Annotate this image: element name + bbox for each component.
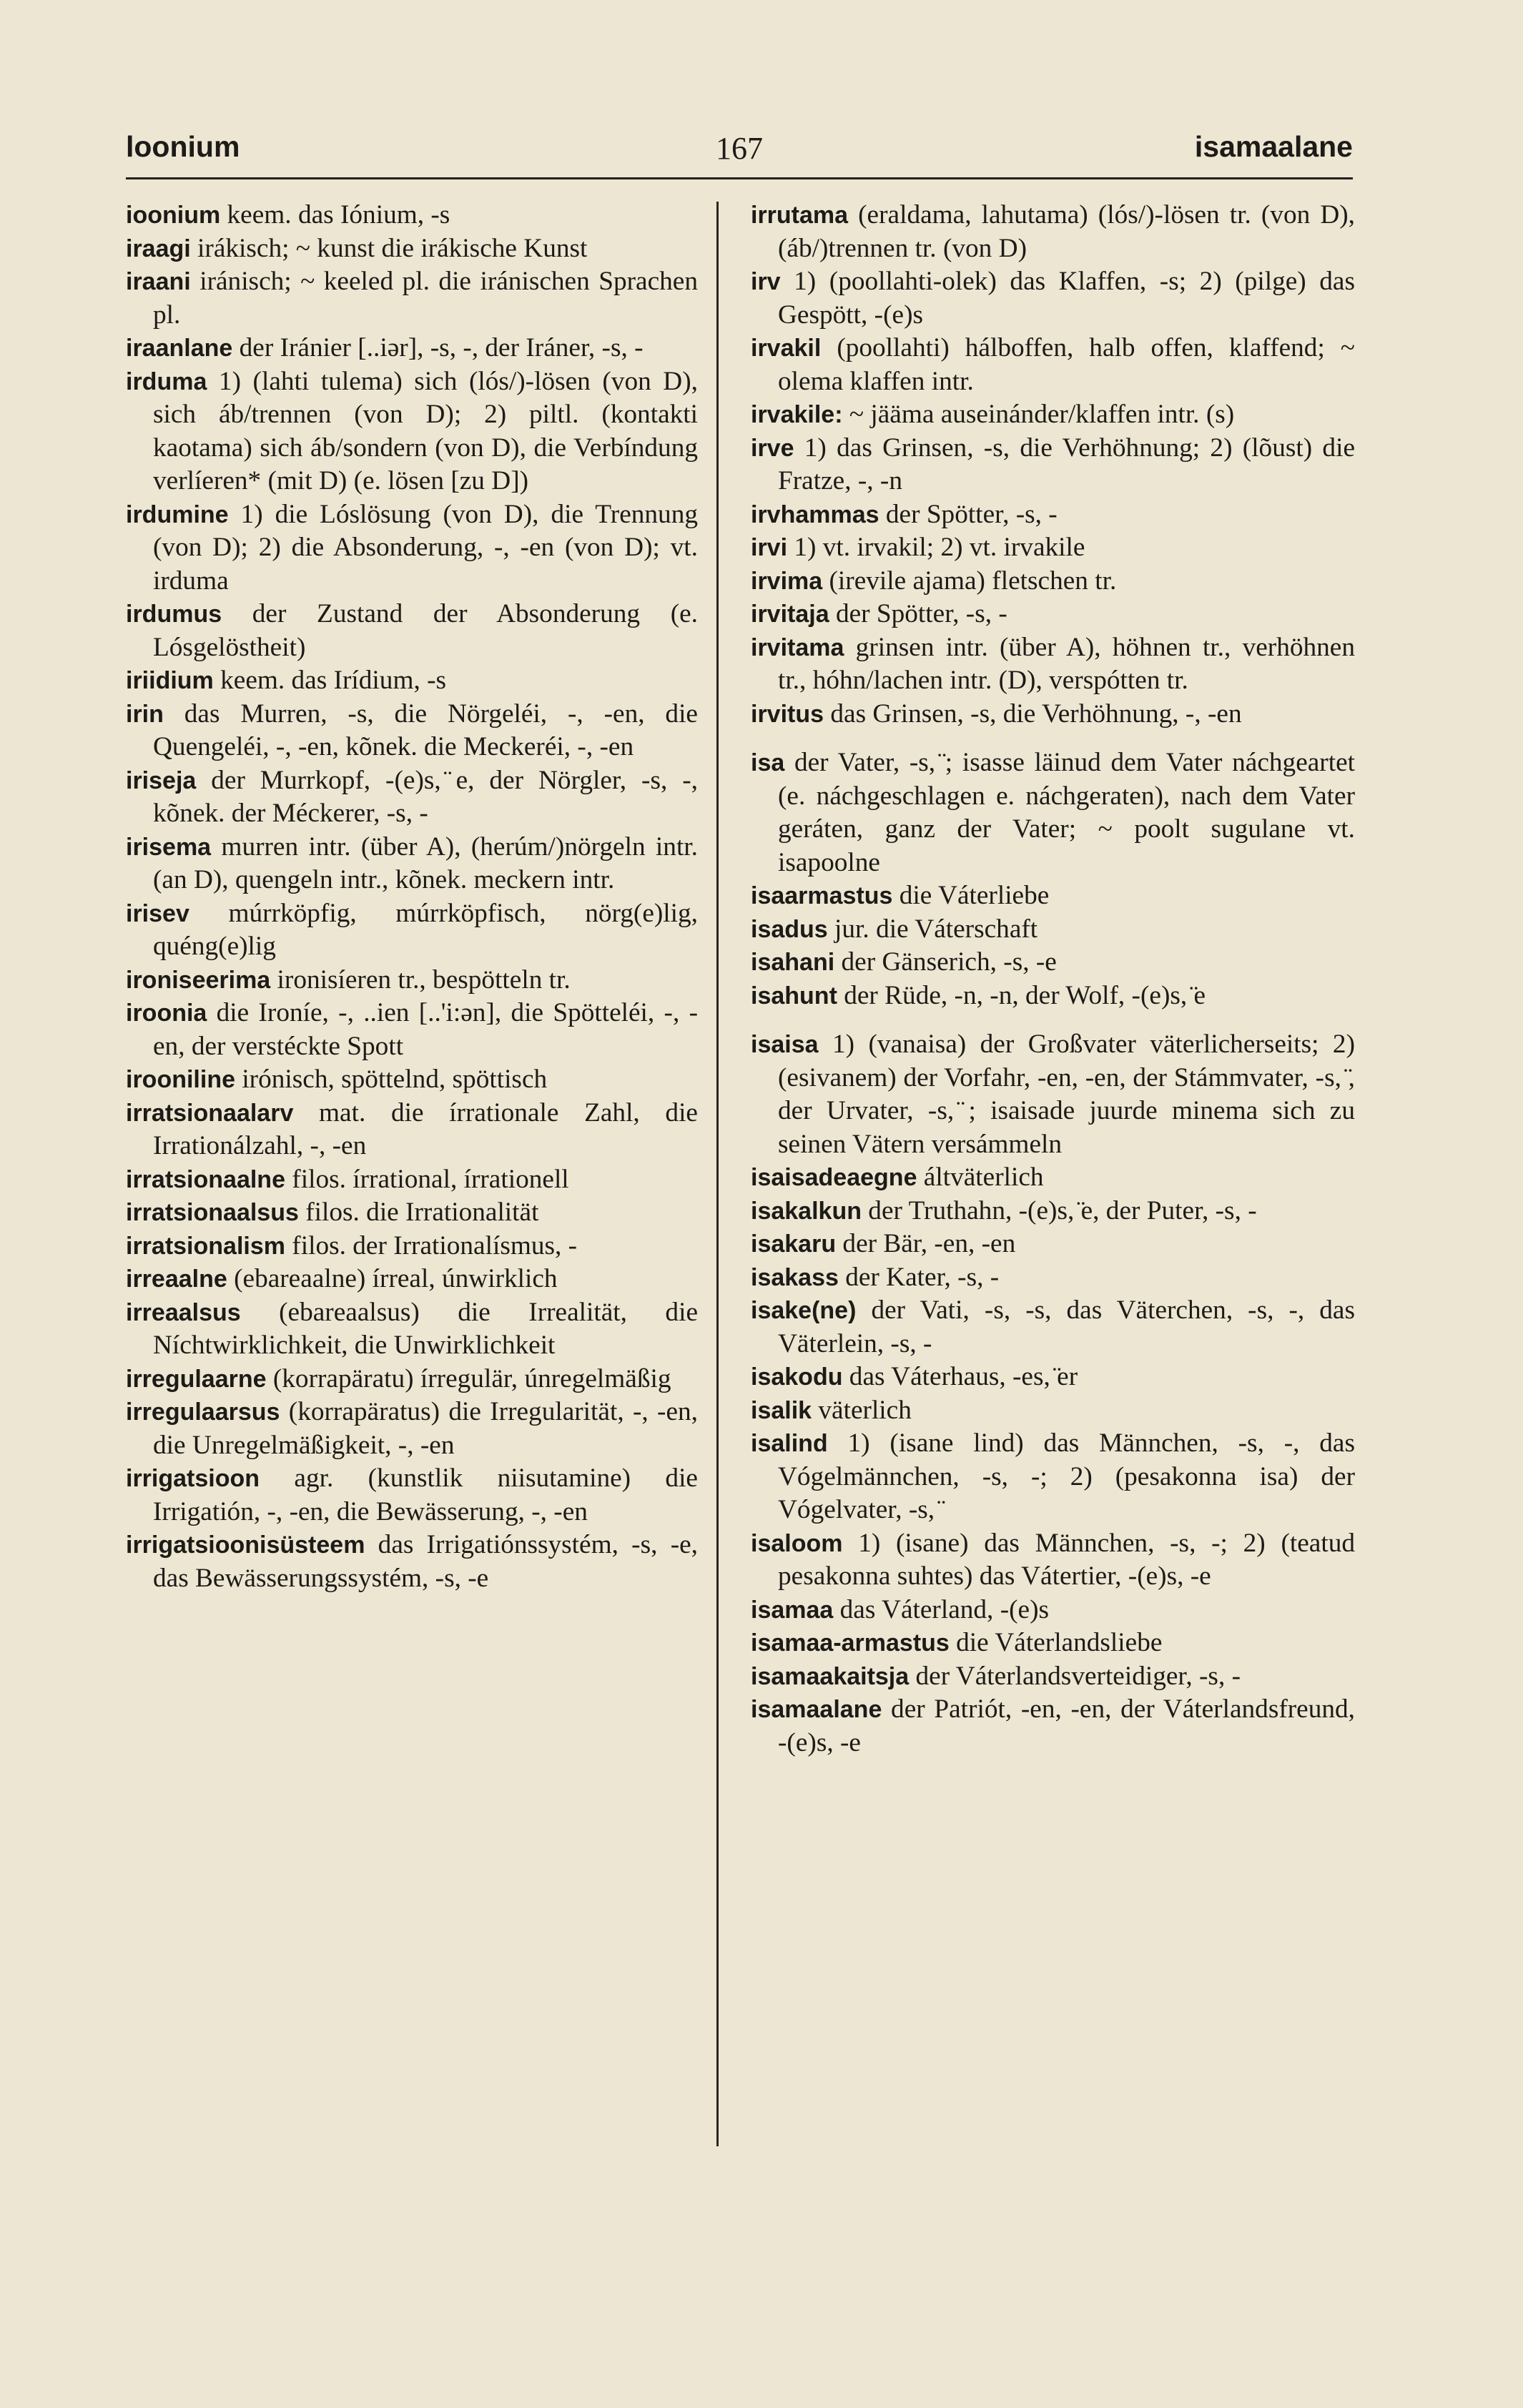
dictionary-entry <box>751 980 1355 1013</box>
entry-headword: isaloom <box>751 1529 843 1557</box>
dictionary-entry <box>126 1296 698 1363</box>
entry-headword: irdumus <box>126 601 222 628</box>
entry-headword: irrigatsioon <box>126 1465 260 1492</box>
entry-headword: iraanlane <box>126 335 233 362</box>
dictionary-entry <box>751 913 1355 947</box>
entry-headword: isalik <box>751 1396 812 1424</box>
dictionary-entry <box>751 1594 1355 1627</box>
entry-headword: ioonium <box>126 202 221 229</box>
dictionary-entry <box>126 199 698 232</box>
dictionary-entry <box>751 1627 1355 1660</box>
dictionary-entry <box>126 1163 698 1197</box>
entry-headword: iroonia <box>126 1000 207 1027</box>
dictionary-entry <box>751 199 1355 265</box>
dictionary-entry <box>126 997 698 1063</box>
entry-headword: irrigatsioonisüsteem <box>126 1531 365 1559</box>
dictionary-entry <box>126 1263 698 1296</box>
entry-headword: irvima <box>751 567 823 595</box>
entry-definition: der Truthahn, -(e)s, ̈e, der Puter, -s, - <box>861 1195 1257 1225</box>
entry-definition: der Zustand der Absonderung (e. Lósgelöstheit) <box>153 599 698 662</box>
dictionary-entry <box>751 1693 1355 1760</box>
entry-definition: der Spötter, -s, - <box>879 499 1058 529</box>
entry-definition: filos. der Irrationalísmus, - <box>285 1230 578 1260</box>
entry-definition: 1) die Lóslösung (von D), die Trennung (von D); 2) die Absonderung, -, -en (von D); vt. irduma <box>153 499 698 596</box>
entry-definition: der Iránier [..iər], -s, -, der Iráner, -s, - <box>232 333 644 362</box>
entry-headword: irin <box>126 700 164 728</box>
entry-definition: der Spötter, -s, - <box>829 599 1007 628</box>
dictionary-entry <box>126 598 698 664</box>
dictionary-entry <box>751 1660 1355 1694</box>
dictionary-entry <box>751 879 1355 913</box>
entry-headword: irisev <box>126 899 189 927</box>
dictionary-entry <box>751 1195 1355 1228</box>
dictionary-entry <box>751 332 1355 398</box>
entry-headword: irvitama <box>751 633 844 661</box>
dictionary-entry <box>126 232 698 266</box>
entry-headword: irisema <box>126 833 212 861</box>
dictionary-entry <box>126 332 698 365</box>
entry-definition: filos. die Irrationalität <box>298 1198 539 1227</box>
dictionary-entry <box>126 897 698 964</box>
entry-headword: isaisadeaegne <box>751 1164 917 1191</box>
dictionary-entry <box>751 1427 1355 1527</box>
entry-definition: der Murrkopf, -(e)s, ̈e, der Nörgler, -s, -, kõnek. der Méckerer, -s, - <box>153 765 698 828</box>
entry-definition: der Bär, -en, -en <box>836 1229 1016 1258</box>
entry-definition: das Murren, -s, die Nörgeléi, -, -en, die Quengeléi, -, -en, kõnek. die Meckeréi, -, -en <box>153 699 698 761</box>
entry-definition: grinsen intr. (über A), höhnen tr., verhöhnen tr., hóhn/lachen intr. (D), verspótten tr. <box>778 632 1355 695</box>
dictionary-entry <box>126 1396 698 1462</box>
entry-headword: irooniline <box>126 1066 235 1093</box>
dictionary-entry <box>126 664 698 698</box>
entry-headword: isahunt <box>751 982 837 1010</box>
entry-definition: 1) vt. irvakil; 2) vt. irvakile <box>787 533 1085 562</box>
entry-headword: isahani <box>751 949 835 976</box>
entry-headword: isakaru <box>751 1230 837 1258</box>
dictionary-entry <box>751 1261 1355 1295</box>
column-divider <box>716 202 719 2146</box>
entry-definition: mat. die írrationale Zahl, die Irrationálzahl, -, -en <box>153 1097 698 1160</box>
entry-definition: iránisch; ~ keeled pl. die iránischen Sprachen pl. <box>153 267 698 330</box>
entry-headword: irreaalne <box>126 1265 227 1293</box>
entry-definition: (korrapäratu) írregulär, únregelmäßig <box>266 1363 671 1393</box>
entry-definition: (ebareaalsus) die Irrealität, die Níchtwirklichkeit, die Unwirklichkeit <box>153 1297 698 1360</box>
entry-headword: irvakile: <box>751 401 843 428</box>
dictionary-entry <box>126 964 698 997</box>
header-first-word: loonium <box>126 130 240 163</box>
entry-definition: 1) (isane lind) das Männchen, -s, -, das Vógelmännchen, -s, -; 2) (pesakonna isa) der Vógelvater, -s, ̈ <box>778 1428 1355 1524</box>
entry-headword: isalind <box>751 1430 828 1457</box>
dictionary-entry <box>126 498 698 598</box>
entry-headword: irratsionaalne <box>126 1165 285 1193</box>
entry-headword: irvhammas <box>751 500 879 528</box>
entry-definition: (irevile ajama) fletschen tr. <box>822 566 1117 596</box>
entry-definition: der Kater, -s, - <box>838 1262 1000 1292</box>
dictionary-entry <box>126 831 698 897</box>
entry-headword: irdumine <box>126 500 229 528</box>
dictionary-entry <box>751 1228 1355 1261</box>
dictionary-entry <box>751 432 1355 498</box>
entry-definition: (eraldama, lahutama) (lós/)-lösen tr. (von D), (áb/)trennen tr. (von D) <box>778 200 1355 263</box>
entry-definition: keem. das Iónium, -s <box>220 200 450 230</box>
entry-definition: die Váterliebe <box>892 881 1050 910</box>
entry-headword: irv <box>751 268 781 295</box>
entry-headword: iraagi <box>126 235 191 262</box>
entry-definition: múrrköpfig, múrrköpfisch, nörg(e)lig, quéng(e)lig <box>153 898 698 961</box>
header-rule <box>126 177 1353 179</box>
right-column <box>751 199 1355 1760</box>
dictionary-entry <box>751 631 1355 698</box>
entry-definition: jur. die Váterschaft <box>827 914 1038 944</box>
entry-headword: isakass <box>751 1263 839 1291</box>
entry-headword: isaarmastus <box>751 882 893 909</box>
entry-definition: ~ jääma auseinánder/klaffen intr. (s) <box>842 400 1235 429</box>
dictionary-entry <box>126 1230 698 1263</box>
entry-headword: irreaalsus <box>126 1298 241 1326</box>
entry-headword: isa <box>751 749 785 776</box>
entry-headword: irve <box>751 434 794 462</box>
entry-headword: irvitus <box>751 700 824 728</box>
entry-definition: 1) das Grinsen, -s, die Verhöhnung; 2) (lõust) die Fratze, -, -n <box>778 433 1355 495</box>
dictionary-entry <box>751 598 1355 631</box>
entry-definition: (poollahti) hálboffen, halb offen, klaffend; ~ olema klaffen intr. <box>778 333 1355 396</box>
entry-definition: der Vati, -s, -s, das Väterchen, -s, -, das Väterlein, -s, - <box>778 1296 1355 1358</box>
dictionary-entry <box>751 1361 1355 1394</box>
dictionary-entry <box>126 1196 698 1230</box>
dictionary-entry <box>751 1161 1355 1195</box>
entry-headword: irvi <box>751 534 788 561</box>
entry-headword: isamaakaitsja <box>751 1662 910 1690</box>
entry-headword: isamaa <box>751 1596 834 1624</box>
entry-definition: (korrapäratus) die Irregularität, -, -en, die Unregelmäßigkeit, -, -en <box>153 1397 698 1460</box>
dictionary-entry <box>126 365 698 498</box>
dictionary-entry <box>751 565 1355 598</box>
entry-definition: áltväterlich <box>917 1163 1044 1192</box>
entry-headword: isake(ne) <box>751 1297 857 1324</box>
entry-definition: die Váterlandsliebe <box>949 1628 1163 1657</box>
entry-definition: der Patriót, -en, -en, der Váterlandsfreund, -(e)s, -e <box>778 1694 1355 1757</box>
entry-headword: isamaalane <box>751 1696 882 1723</box>
dictionary-entry <box>126 698 698 764</box>
entry-definition: das Váterland, -(e)s <box>833 1594 1050 1624</box>
entry-definition: 1) (vanaisa) der Großvater väterlicherseits; 2) (esivanem) der Vorfahr, -en, -en, der Stámmvater, -s, ̈, der Urvater, -s, ̈; isaisade juurde minema sich zu seinen Vätern versámmeln <box>778 1030 1355 1159</box>
entry-headword: isaisa <box>751 1031 819 1058</box>
entry-headword: isamaa-armastus <box>751 1629 950 1657</box>
header-last-word: isamaalane <box>1194 130 1353 163</box>
dictionary-entry <box>751 1394 1355 1428</box>
entry-definition: das Irrigatiónssystém, -s, -e, das Bewässerungssystém, -s, -e <box>153 1530 698 1593</box>
entry-definition: murren intr. (über A), (herúm/)nörgeln intr. (an D), quengeln intr., kõnek. meckern intr. <box>153 832 698 894</box>
dictionary-entry <box>126 1529 698 1595</box>
dictionary-entry <box>126 265 698 332</box>
entry-headword: isakalkun <box>751 1197 862 1225</box>
entry-headword: irduma <box>126 367 207 395</box>
running-head <box>126 130 1353 170</box>
entry-headword: irvitaja <box>751 601 829 628</box>
dictionary-entry <box>126 1097 698 1163</box>
entry-definition: ironisíeren tr., bespötteln tr. <box>270 964 571 995</box>
dictionary-entry <box>126 1063 698 1097</box>
entry-headword: irregulaarne <box>126 1365 267 1393</box>
entry-definition: irákisch; ~ kunst die irákische Kunst <box>190 233 588 263</box>
entry-definition: 1) (isane) das Männchen, -s, -; 2) (teatud pesakonna suhtes) das Vátertier, -(e)s, -e <box>778 1528 1355 1591</box>
entry-definition: 1) (poollahti-olek) das Klaffen, -s; 2) (pilge) das Gespött, -(e)s <box>778 267 1355 330</box>
entry-headword: irratsionalism <box>126 1232 285 1260</box>
entry-definition: der Vater, -s, ̈; isasse läinud dem Vater náchgeartet (e. náchgeschlagen e. náchgeraten), nach dem Vater geráten, ganz der Vater; ~ poolt sugulane vt. isapoolne <box>778 748 1355 877</box>
entry-definition: das Grinsen, -s, die Verhöhnung, -, -en <box>824 699 1242 729</box>
dictionary-entry <box>751 1294 1355 1361</box>
entry-headword: iraani <box>126 268 191 295</box>
dictionary-entry <box>751 531 1355 565</box>
entry-headword: iriidium <box>126 667 214 694</box>
entry-headword: isakodu <box>751 1363 843 1391</box>
entry-headword: ironiseerima <box>126 966 271 994</box>
entry-definition: das Váterhaus, -es, ̈er <box>842 1362 1078 1391</box>
entry-definition: der Gänserich, -s, -e <box>834 947 1057 977</box>
dictionary-entry <box>751 698 1355 731</box>
dictionary-entry <box>751 1028 1355 1161</box>
entry-definition: filos. írrational, írrationell <box>285 1164 569 1194</box>
entry-definition: der Váterlandsverteidiger, -s, - <box>909 1661 1241 1691</box>
entry-definition: die Ironíe, -, ..ien [..'i:ən], die Spötteléi, -, -en, der verstéckte Spott <box>153 998 698 1061</box>
dictionary-entry <box>751 265 1355 332</box>
page-number: 167 <box>716 131 763 166</box>
entry-headword: irregulaarsus <box>126 1398 280 1426</box>
entry-headword: irrutama <box>751 202 849 229</box>
dictionary-entry <box>751 1527 1355 1594</box>
dictionary-entry <box>751 746 1355 879</box>
entry-headword: irratsionaalsus <box>126 1199 299 1226</box>
entry-definition: irónisch, spöttelnd, spöttisch <box>235 1065 548 1094</box>
entry-headword: irvakil <box>751 335 822 362</box>
dictionary-entry <box>751 946 1355 980</box>
entry-headword: isadus <box>751 915 828 943</box>
entry-definition: der Rüde, -n, -n, der Wolf, -(e)s, ̈e <box>837 980 1206 1010</box>
dictionary-entry <box>126 1363 698 1396</box>
left-column <box>126 199 698 1595</box>
dictionary-entry <box>751 498 1355 532</box>
dictionary-entry <box>126 764 698 831</box>
entry-headword: irratsionaalarv <box>126 1099 294 1127</box>
dictionary-entry <box>751 398 1355 432</box>
entry-definition: väterlich <box>812 1395 912 1425</box>
entry-headword: iriseja <box>126 766 197 794</box>
entry-definition: 1) (lahti tulema) sich (lós/)-lösen (von D), sich áb/trennen (von D); 2) piltl. (kontakti kaotama) sich áb/sondern (von D), die Verbíndung verlíeren* (mit D) (e. lösen [zu D]) <box>153 366 698 495</box>
entry-definition: (ebareaalne) írreal, únwirklich <box>227 1264 558 1293</box>
entry-definition: keem. das Irídium, -s <box>213 666 447 695</box>
dictionary-entry <box>126 1462 698 1529</box>
entry-definition: agr. (kunstlik niisutamine) die Irrigatión, -, -en, die Bewässerung, -, -en <box>153 1464 698 1526</box>
